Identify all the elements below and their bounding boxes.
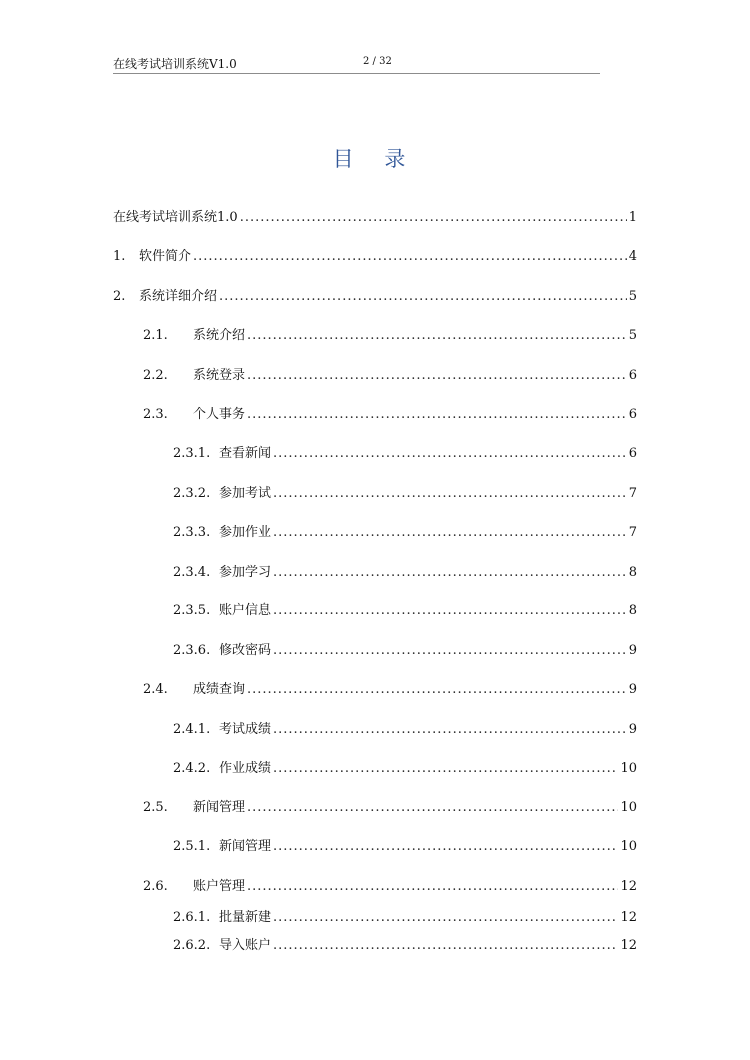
toc-entry-page: 6	[628, 407, 637, 422]
toc-leader-dots	[273, 565, 627, 580]
toc-entry-label: 在线考试培训系统1.0	[113, 210, 238, 225]
toc-entry-number: 2.3.	[143, 407, 168, 422]
toc-entry-page: 4	[628, 249, 637, 264]
toc-entry-label: 批量新建	[219, 910, 272, 925]
toc-entry-page: 7	[628, 486, 637, 501]
toc-leader-dots	[273, 839, 618, 854]
toc-leader-dots	[247, 407, 627, 422]
toc-entry-label: 参加学习	[219, 565, 272, 580]
toc-leader-dots	[247, 682, 627, 697]
toc-entry-number: 2.	[113, 289, 126, 304]
toc-entry[interactable]	[173, 639, 637, 659]
toc-leader-dots	[219, 289, 627, 304]
toc-entry[interactable]	[173, 561, 637, 581]
toc-entry-page: 1	[628, 210, 637, 225]
toc-entry-number: 2.4.	[143, 682, 168, 697]
toc-entry-label: 新闻管理	[193, 800, 246, 815]
toc-leader-dots	[247, 879, 618, 894]
toc-title: 目 录	[332, 147, 418, 171]
toc-entry-label: 参加考试	[219, 486, 272, 501]
toc-entry-label: 系统详细介绍	[139, 289, 218, 304]
toc-entry[interactable]	[173, 521, 637, 541]
toc-entry[interactable]	[173, 718, 637, 738]
toc-entry-number: 2.4.2.	[173, 761, 211, 776]
toc-leader-dots	[273, 938, 618, 953]
toc-entry[interactable]	[173, 442, 637, 462]
toc-entry-page: 6	[628, 368, 637, 383]
toc-entry[interactable]	[173, 482, 637, 502]
toc-leader-dots	[273, 603, 627, 618]
toc-entry[interactable]	[113, 285, 637, 305]
toc-leader-dots	[247, 800, 618, 815]
toc-entry-label: 系统登录	[193, 368, 246, 383]
toc-entry-page: 7	[628, 525, 637, 540]
toc-entry-page: 9	[628, 682, 637, 697]
toc-entry-label: 个人事务	[193, 407, 246, 422]
toc-entry-page: 10	[620, 761, 637, 776]
toc-entry-page: 10	[620, 839, 637, 854]
toc-leader-dots	[273, 722, 627, 737]
toc-entry-label: 修改密码	[219, 643, 272, 658]
toc-entry-page: 9	[628, 722, 637, 737]
header-doc-title: 在线考试培训系统V1.0	[113, 57, 237, 71]
toc-entry[interactable]	[143, 364, 637, 384]
toc-leader-dots	[273, 643, 627, 658]
page-header	[113, 53, 600, 74]
toc-leader-dots	[247, 328, 627, 343]
toc-entry-number: 2.3.4.	[173, 565, 211, 580]
toc-entry[interactable]	[143, 678, 637, 698]
toc-entry-label: 新闻管理	[219, 839, 272, 854]
toc-entry-number: 2.6.	[143, 879, 168, 894]
toc-leader-dots	[273, 525, 627, 540]
toc-entry-label: 账户信息	[219, 603, 272, 618]
toc-entry-label: 成绩查询	[193, 682, 246, 697]
toc-entry-page: 8	[628, 603, 637, 618]
toc-entry-number: 2.5.	[143, 800, 168, 815]
toc-entry-page: 10	[620, 800, 637, 815]
toc-entry[interactable]	[143, 324, 637, 344]
toc-entry-number: 2.3.2.	[173, 486, 211, 501]
toc-leader-dots	[240, 210, 627, 225]
toc-entry-number: 2.6.1.	[173, 910, 211, 925]
toc-entry[interactable]	[173, 599, 637, 619]
toc-leader-dots	[273, 486, 627, 501]
toc-entry-page: 12	[620, 938, 637, 953]
toc-entry-number: 2.3.5.	[173, 603, 211, 618]
toc-entry[interactable]	[113, 245, 637, 265]
toc-leader-dots	[193, 249, 627, 264]
toc-leader-dots	[247, 368, 627, 383]
toc-entry-number: 2.3.1.	[173, 446, 211, 461]
toc-entry-page: 6	[628, 446, 637, 461]
toc-entry-number: 2.6.2.	[173, 938, 211, 953]
toc-entry-label: 系统介绍	[193, 328, 246, 343]
toc-entry-label: 考试成绩	[219, 722, 272, 737]
toc-entry-label: 软件简介	[139, 249, 192, 264]
header-page-number: 2 / 32	[363, 56, 392, 67]
toc-entry-number: 2.2.	[143, 368, 168, 383]
toc-entry-page: 8	[628, 565, 637, 580]
toc-entry[interactable]	[173, 757, 637, 777]
toc-entry[interactable]	[173, 835, 637, 855]
toc-entry-number: 2.5.1.	[173, 839, 211, 854]
toc-entry-page: 5	[628, 328, 637, 343]
toc-leader-dots	[273, 761, 618, 776]
toc-entry-label: 参加作业	[219, 525, 272, 540]
toc-entry[interactable]	[143, 875, 637, 895]
toc-entry-number: 1.	[113, 249, 126, 264]
toc-entry-number: 2.4.1.	[173, 722, 211, 737]
toc-entry-page: 9	[628, 643, 637, 658]
toc-entry-label: 导入账户	[219, 938, 272, 953]
toc-entry-page: 5	[628, 289, 637, 304]
toc-entry-number: 2.3.3.	[173, 525, 211, 540]
toc-entry-label: 账户管理	[193, 879, 246, 894]
toc-entry-number: 2.3.6.	[173, 643, 211, 658]
toc-leader-dots	[273, 446, 627, 461]
toc-entry-label: 作业成绩	[219, 761, 272, 776]
toc-entry[interactable]	[113, 206, 637, 226]
toc-entry-page: 12	[620, 910, 637, 925]
toc-leader-dots	[273, 910, 618, 925]
toc-entry[interactable]	[143, 796, 637, 816]
toc-entry[interactable]	[173, 934, 637, 954]
toc-entry-number: 2.1.	[143, 328, 168, 343]
toc-entry[interactable]	[173, 906, 637, 926]
toc-entry-page: 12	[620, 879, 637, 894]
toc-entry-label: 查看新闻	[219, 446, 272, 461]
toc-entry[interactable]	[143, 403, 637, 423]
